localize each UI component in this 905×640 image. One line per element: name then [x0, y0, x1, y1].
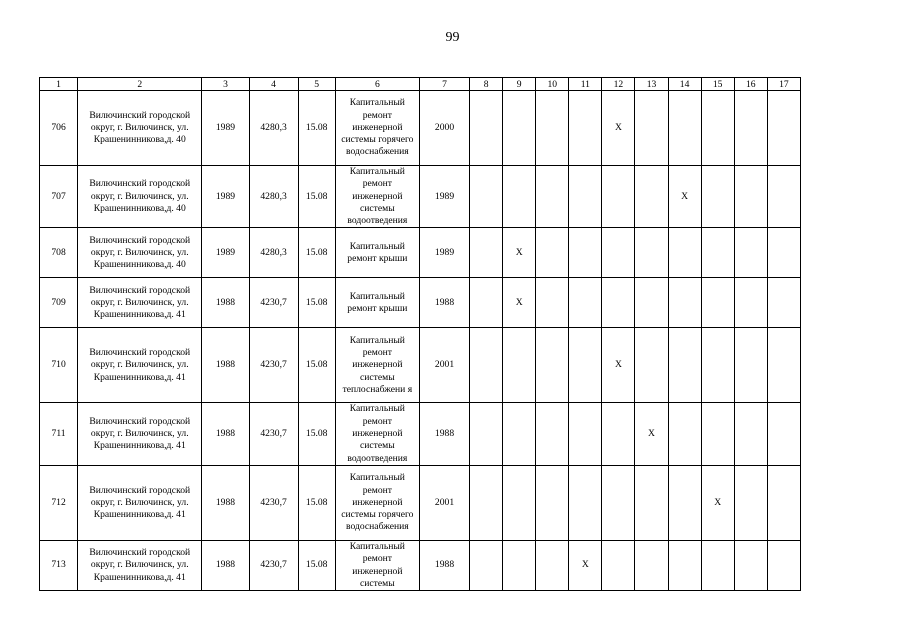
mark-cell — [536, 328, 569, 403]
mark-cell — [503, 91, 536, 166]
address-cell: Вилючинский городской округ, г. Вилючинск, ул. Крашенинникова,д. 41 — [78, 465, 202, 540]
build-year-cell: 1989 — [202, 228, 249, 278]
mark-cell — [470, 278, 503, 328]
table-row — [40, 403, 801, 465]
area-cell: 4230,7 — [249, 540, 298, 590]
code-cell: 15.08 — [298, 278, 335, 328]
mark-cell — [470, 403, 503, 465]
mark-cell — [668, 91, 701, 166]
mark-cell — [536, 166, 569, 228]
mark-cell — [734, 465, 767, 540]
mark-cell — [569, 166, 602, 228]
mark-cell — [602, 403, 635, 465]
mark-cell — [668, 540, 701, 590]
code-cell: 15.08 — [298, 465, 335, 540]
table-row — [40, 465, 801, 540]
mark-cell — [569, 278, 602, 328]
address-cell: Вилючинский городской округ, г. Вилючинск, ул. Крашенинникова,д. 41 — [78, 278, 202, 328]
planned-year-cell: 2001 — [419, 328, 469, 403]
work-type-cell: Капитальный ремонт инженерной системы теплоснабжени я — [335, 328, 419, 403]
area-cell: 4280,3 — [249, 166, 298, 228]
row-number-cell: 707 — [40, 166, 78, 228]
row-number-cell: 712 — [40, 465, 78, 540]
mark-cell — [503, 540, 536, 590]
build-year-cell: 1989 — [202, 91, 249, 166]
mark-cell — [536, 278, 569, 328]
code-cell: 15.08 — [298, 328, 335, 403]
mark-cell — [668, 465, 701, 540]
code-cell: 15.08 — [298, 540, 335, 590]
mark-cell: X — [635, 403, 668, 465]
mark-cell — [536, 228, 569, 278]
column-header: 9 — [503, 78, 536, 91]
mark-cell — [734, 228, 767, 278]
mark-cell — [734, 166, 767, 228]
work-type-cell: Капитальный ремонт инженерной системы водоотведения — [335, 166, 419, 228]
mark-cell — [734, 328, 767, 403]
table-row — [40, 166, 801, 228]
table-body — [40, 91, 801, 591]
column-header: 14 — [668, 78, 701, 91]
mark-cell — [701, 403, 734, 465]
build-year-cell: 1988 — [202, 278, 249, 328]
mark-cell — [503, 328, 536, 403]
mark-cell: X — [602, 91, 635, 166]
column-header: 15 — [701, 78, 734, 91]
code-cell: 15.08 — [298, 228, 335, 278]
row-number-cell: 708 — [40, 228, 78, 278]
mark-cell — [668, 228, 701, 278]
column-header: 4 — [249, 78, 298, 91]
planned-year-cell: 1988 — [419, 540, 469, 590]
build-year-cell: 1989 — [202, 166, 249, 228]
mark-cell — [569, 403, 602, 465]
mark-cell — [503, 403, 536, 465]
repair-schedule-table — [39, 77, 801, 591]
mark-cell — [470, 228, 503, 278]
mark-cell — [701, 166, 734, 228]
mark-cell — [701, 278, 734, 328]
mark-cell — [536, 540, 569, 590]
mark-cell — [569, 465, 602, 540]
area-cell: 4230,7 — [249, 403, 298, 465]
mark-cell — [470, 91, 503, 166]
area-cell: 4230,7 — [249, 465, 298, 540]
column-header: 2 — [78, 78, 202, 91]
address-cell: Вилючинский городской округ, г. Вилючинск, ул. Крашенинникова,д. 40 — [78, 166, 202, 228]
planned-year-cell: 1988 — [419, 278, 469, 328]
mark-cell — [635, 228, 668, 278]
mark-cell — [470, 540, 503, 590]
build-year-cell: 1988 — [202, 540, 249, 590]
mark-cell — [734, 403, 767, 465]
column-header: 8 — [470, 78, 503, 91]
mark-cell — [503, 465, 536, 540]
column-header: 6 — [335, 78, 419, 91]
mark-cell — [767, 278, 800, 328]
work-type-cell: Капитальный ремонт крыши — [335, 278, 419, 328]
mark-cell — [602, 278, 635, 328]
row-number-cell: 710 — [40, 328, 78, 403]
mark-cell — [701, 91, 734, 166]
mark-cell — [635, 91, 668, 166]
mark-cell — [767, 228, 800, 278]
page-number: 99 — [445, 30, 460, 45]
planned-year-cell: 2001 — [419, 465, 469, 540]
planned-year-cell: 1988 — [419, 403, 469, 465]
mark-cell: X — [668, 166, 701, 228]
mark-cell — [701, 540, 734, 590]
address-cell: Вилючинский городской округ, г. Вилючинск, ул. Крашенинникова,д. 40 — [78, 91, 202, 166]
code-cell: 15.08 — [298, 166, 335, 228]
mark-cell — [635, 166, 668, 228]
mark-cell — [569, 328, 602, 403]
code-cell: 15.08 — [298, 91, 335, 166]
row-number-cell: 711 — [40, 403, 78, 465]
build-year-cell: 1988 — [202, 465, 249, 540]
mark-cell — [767, 166, 800, 228]
mark-cell — [701, 328, 734, 403]
column-header: 11 — [569, 78, 602, 91]
mark-cell — [767, 465, 800, 540]
mark-cell — [668, 328, 701, 403]
build-year-cell: 1988 — [202, 403, 249, 465]
mark-cell — [668, 403, 701, 465]
planned-year-cell: 1989 — [419, 166, 469, 228]
column-header: 10 — [536, 78, 569, 91]
mark-cell — [635, 465, 668, 540]
address-cell: Вилючинский городской округ, г. Вилючинск, ул. Крашенинникова,д. 41 — [78, 328, 202, 403]
mark-cell — [602, 540, 635, 590]
area-cell: 4230,7 — [249, 278, 298, 328]
mark-cell: X — [701, 465, 734, 540]
mark-cell — [734, 91, 767, 166]
mark-cell — [602, 166, 635, 228]
work-type-cell: Капитальный ремонт инженерной системы водоотведения — [335, 403, 419, 465]
build-year-cell: 1988 — [202, 328, 249, 403]
column-header: 16 — [734, 78, 767, 91]
mark-cell — [569, 91, 602, 166]
header-row — [40, 78, 801, 91]
mark-cell — [569, 228, 602, 278]
address-cell: Вилючинский городской округ, г. Вилючинск, ул. Крашенинникова,д. 41 — [78, 403, 202, 465]
mark-cell — [470, 328, 503, 403]
table-row — [40, 228, 801, 278]
work-type-cell: Капитальный ремонт инженерной системы горячего водоснабжения — [335, 91, 419, 166]
table-row — [40, 278, 801, 328]
row-number-cell: 709 — [40, 278, 78, 328]
column-header: 13 — [635, 78, 668, 91]
mark-cell — [470, 465, 503, 540]
work-type-cell: Капитальный ремонт инженерной системы — [335, 540, 419, 590]
area-cell: 4280,3 — [249, 228, 298, 278]
row-number-cell: 713 — [40, 540, 78, 590]
mark-cell — [635, 540, 668, 590]
mark-cell — [503, 166, 536, 228]
mark-cell: X — [503, 228, 536, 278]
column-header: 3 — [202, 78, 249, 91]
mark-cell — [701, 228, 734, 278]
work-type-cell: Капитальный ремонт инженерной системы горячего водоснабжения — [335, 465, 419, 540]
mark-cell — [470, 166, 503, 228]
mark-cell — [536, 465, 569, 540]
mark-cell — [767, 328, 800, 403]
area-cell: 4230,7 — [249, 328, 298, 403]
mark-cell — [767, 540, 800, 590]
row-number-cell: 706 — [40, 91, 78, 166]
mark-cell: X — [602, 328, 635, 403]
mark-cell: X — [569, 540, 602, 590]
mark-cell — [635, 278, 668, 328]
column-header: 5 — [298, 78, 335, 91]
mark-cell — [668, 278, 701, 328]
mark-cell — [602, 228, 635, 278]
planned-year-cell: 2000 — [419, 91, 469, 166]
mark-cell — [734, 540, 767, 590]
mark-cell: X — [503, 278, 536, 328]
mark-cell — [602, 465, 635, 540]
mark-cell — [536, 91, 569, 166]
table-row — [40, 540, 801, 590]
column-header: 1 — [40, 78, 78, 91]
column-header: 12 — [602, 78, 635, 91]
mark-cell — [767, 91, 800, 166]
code-cell: 15.08 — [298, 403, 335, 465]
table-row — [40, 328, 801, 403]
planned-year-cell: 1989 — [419, 228, 469, 278]
column-header: 7 — [419, 78, 469, 91]
work-type-cell: Капитальный ремонт крыши — [335, 228, 419, 278]
address-cell: Вилючинский городской округ, г. Вилючинск, ул. Крашенинникова,д. 41 — [78, 540, 202, 590]
address-cell: Вилючинский городской округ, г. Вилючинск, ул. Крашенинникова,д. 40 — [78, 228, 202, 278]
mark-cell — [536, 403, 569, 465]
column-header: 17 — [767, 78, 800, 91]
table-row — [40, 91, 801, 166]
mark-cell — [767, 403, 800, 465]
mark-cell — [635, 328, 668, 403]
mark-cell — [734, 278, 767, 328]
area-cell: 4280,3 — [249, 91, 298, 166]
